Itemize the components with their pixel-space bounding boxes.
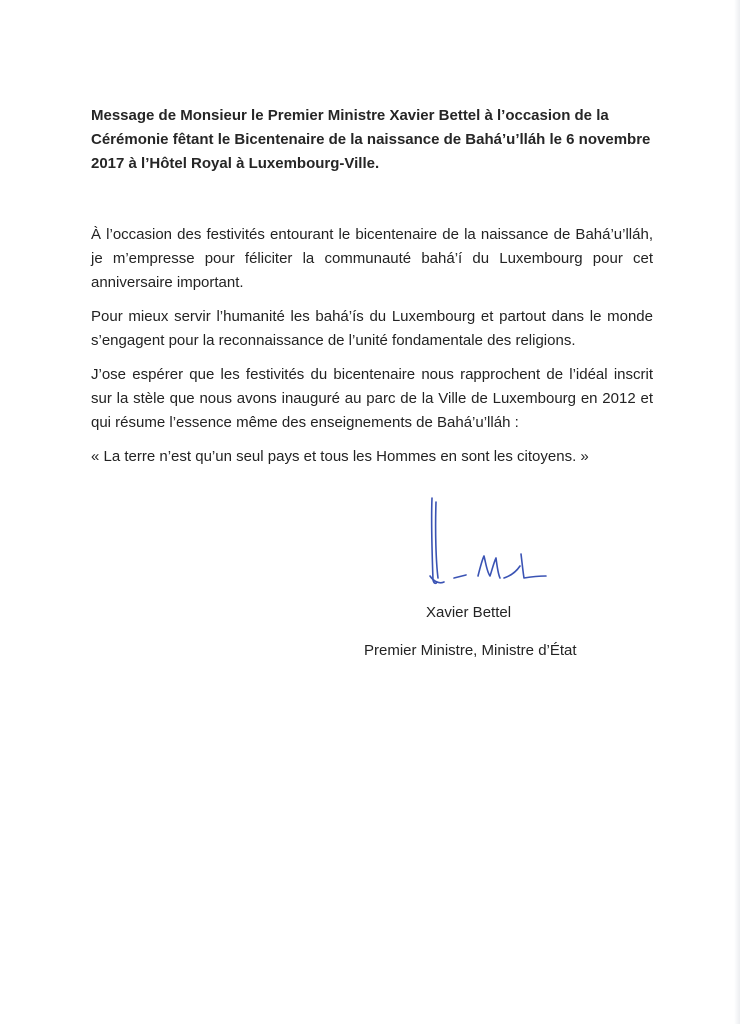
paragraph-stele: J’ose espérer que les festivités du bicentenaire nous rapprochent de l’idéal inscrit sur la stèle que nous avons inauguré au parc de la Ville de Luxembourg en 2012 et qui résume l’essence même des enseignements de Bahá’u’lláh :	[91, 366, 653, 431]
letter-body	[91, 104, 653, 469]
document-title: Message de Monsieur le Premier Ministre Xavier Bettel à l’occasion de la Cérémonie fêtant le Bicentenaire de la naissance de Bahá’u’lláh le 6 novembre 2017 à l’Hôtel Royal à Luxembourg-Ville.	[91, 107, 651, 172]
paragraph-unity: Pour mieux servir l’humanité les bahá’ís du Luxembourg et partout dans le monde s’engagent pour la reconnaissance de l’unité fondamentale des religions.	[91, 308, 653, 349]
signatory-title: Premier Ministre, Ministre d’État	[364, 642, 577, 659]
handwritten-signature	[420, 492, 550, 592]
scan-edge-shadow	[734, 0, 740, 1024]
paragraph-congratulations: À l’occasion des festivités entourant le bicentenaire de la naissance de Bahá’u’lláh, je m’empresse pour féliciter la communauté bahá’í du Luxembourg pour cet anniversaire important.	[91, 226, 653, 291]
quotation: « La terre n’est qu’un seul pays et tous les Hommes en sont les citoyens. »	[91, 448, 589, 465]
signatory-name: Xavier Bettel	[426, 604, 512, 621]
